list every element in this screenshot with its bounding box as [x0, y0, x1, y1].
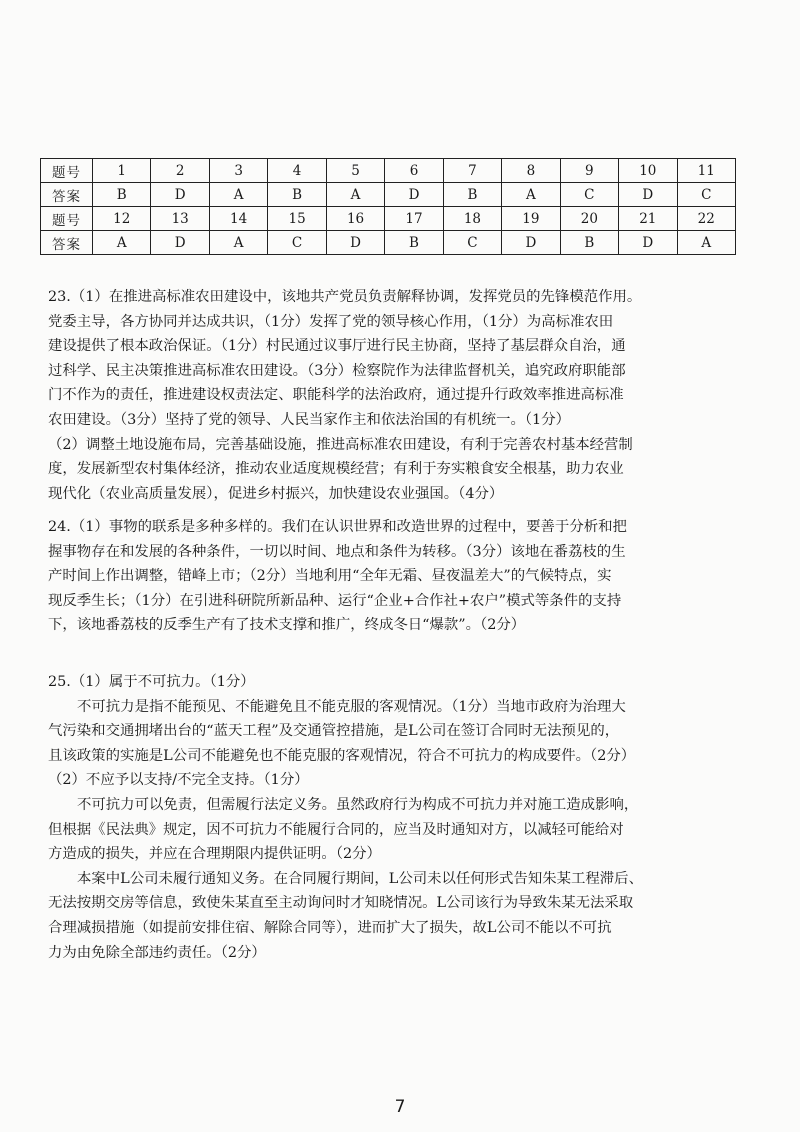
table-cell: A: [209, 231, 267, 255]
table-cell: 17: [385, 207, 443, 231]
text-line: 握事物存在和发展的各种条件，一切以时间、地点和条件为转移。（3分）该地在番荔枝的生: [48, 543, 626, 560]
table-cell: 12: [93, 207, 151, 231]
table-cell: 15: [268, 207, 326, 231]
text-line: 合理减损措施（如提前安排住宿、解除合同等），进而扩大了损失，故L公司不能以不可抗: [48, 919, 612, 936]
table-cell: 1: [93, 159, 151, 183]
table-cell: 6: [385, 159, 443, 183]
text-line: 无法按期交房等信息，致使朱某直至主动询问时才知晓情况。L公司该行为导致朱某无法采取: [48, 895, 634, 912]
table-cell: A: [93, 231, 151, 255]
table-cell: 7: [443, 159, 501, 183]
text-line: 气污染和交通拥堵出台的“蓝天工程”及交通管控措施，是L公司在签订合同时无法预见的，: [48, 723, 620, 740]
table-cell: 14: [209, 207, 267, 231]
question-24-answer: [48, 515, 738, 638]
text-line: 本案中L公司未履行通知义务。在合同履行期间，L公司未以任何形式告知朱某工程滞后、: [77, 870, 643, 887]
table-cell: 19: [502, 207, 560, 231]
text-line: 门不作为的责任，推进建设权责法定、职能科学的法治政府，通过提升行政效率推进高标准: [48, 387, 624, 404]
table-cell: 9: [560, 159, 618, 183]
table-cell: 答案: [41, 231, 93, 255]
text-line: 党委主导，各方协同并达成共识，（1分）发挥了党的领导核心作用，（1分）为高标准农田: [48, 313, 614, 330]
text-line: 现代化（农业高质量发展），促进乡村振兴，加快建设农业强国。（4分）: [48, 485, 504, 502]
text-line: 且该政策的实施是L公司不能避免也不能克服的客观情况，符合不可抗力的构成要件。（2分）: [48, 747, 636, 764]
text-line: 产时间上作出调整，错峰上市；（2分）当地利用“全年无霜、昼夜温差大”的气候特点，实: [48, 568, 612, 585]
table-cell: D: [326, 231, 384, 255]
table-cell: 13: [151, 207, 209, 231]
text-line: 23.（1）在推进高标准农田建设中，该地共产党员负责解释协调，发挥党员的先锋模范作用。: [48, 289, 642, 305]
table-cell: A: [209, 183, 267, 207]
table-cell: 4: [268, 159, 326, 183]
table-cell: B: [443, 183, 501, 207]
question-23-answer: [48, 285, 738, 506]
text-line: 24.（1）事物的联系是多种多样的。我们在认识世界和改造世界的过程中，要善于分析和把: [48, 519, 627, 535]
text-line: 度，发展新型农村集体经济，推动农业适度规模经营；有利于夯实粮食安全根基，助力农业: [48, 461, 624, 478]
question-25-answer: [48, 670, 738, 965]
text-line: 25.（1）属于不可抗力。（1分）: [48, 674, 255, 690]
table-cell: 11: [677, 159, 735, 183]
table-cell: A: [326, 183, 384, 207]
text-line: （2）调整土地设施布局，完善基础设施，推进高标准农田建设，有利于完善农村基本经营制: [48, 436, 633, 453]
text-line: 但根据《民法典》规定，因不可抗力不能履行合同的，应当及时通知对方，以减轻可能给对: [48, 821, 624, 838]
table-cell: A: [677, 231, 735, 255]
table-cell: 题号: [41, 207, 93, 231]
text-line: 建设提供了根本政治保证。（1分）村民通过议事厅进行民主协商，坚持了基层群众自治，通: [48, 338, 626, 355]
text-line: 不可抗力是指不能预见、不能避免且不能克服的客观情况。（1分）当地市政府为治理大: [77, 698, 626, 715]
table-cell: 10: [619, 159, 677, 183]
page-number: 7: [394, 1097, 406, 1117]
table-cell: C: [677, 183, 735, 207]
text-line: 不可抗力可以免责，但需履行法定义务。虽然政府行为构成不可抗力并对施工造成影响，: [77, 796, 639, 813]
table-row: [41, 231, 736, 255]
table-cell: A: [502, 183, 560, 207]
table-cell: C: [443, 231, 501, 255]
table-cell: D: [151, 231, 209, 255]
table-cell: C: [268, 231, 326, 255]
table-cell: 21: [619, 207, 677, 231]
text-line: 现反季生长；（1分）在引进科研院所新品种、运行“企业+合作社+农户”模式等条件的支持: [48, 592, 622, 609]
table-cell: D: [619, 231, 677, 255]
table-cell: 22: [677, 207, 735, 231]
table-cell: D: [151, 183, 209, 207]
table-cell: B: [93, 183, 151, 207]
text-line: 过科学、民主决策推进高标准农田建设。（3分）检察院作为法律监督机关，追究政府职能部: [48, 362, 626, 379]
table-cell: 答案: [41, 183, 93, 207]
text-line: 力为由免除全部违约责任。（2分）: [48, 944, 266, 961]
table-cell: D: [502, 231, 560, 255]
table-cell: D: [385, 183, 443, 207]
table-row: [41, 183, 736, 207]
table-cell: B: [268, 183, 326, 207]
table-cell: B: [385, 231, 443, 255]
table-row: [41, 207, 736, 231]
table-cell: 题号: [41, 159, 93, 183]
table-cell: 16: [326, 207, 384, 231]
table-row: [41, 159, 736, 183]
table-cell: 3: [209, 159, 267, 183]
text-line: 方造成的损失，并应在合理期限内提供证明。（2分）: [48, 846, 381, 863]
table-cell: 2: [151, 159, 209, 183]
table-cell: 20: [560, 207, 618, 231]
answer-table: [40, 158, 736, 255]
text-line: 下，该地番荔枝的反季生产有了技术支撑和推广，终成冬日“爆款”。（2分）: [48, 617, 526, 634]
table-cell: C: [560, 183, 618, 207]
table-cell: 5: [326, 159, 384, 183]
table-cell: D: [619, 183, 677, 207]
text-line: （2）不应予以支持/不完全支持。（1分）: [48, 772, 309, 789]
text-line: 农田建设。（3分）坚持了党的领导、人民当家作主和依法治国的有机统一。（1分）: [48, 411, 570, 428]
table-cell: B: [560, 231, 618, 255]
table-cell: 8: [502, 159, 560, 183]
table-cell: 18: [443, 207, 501, 231]
